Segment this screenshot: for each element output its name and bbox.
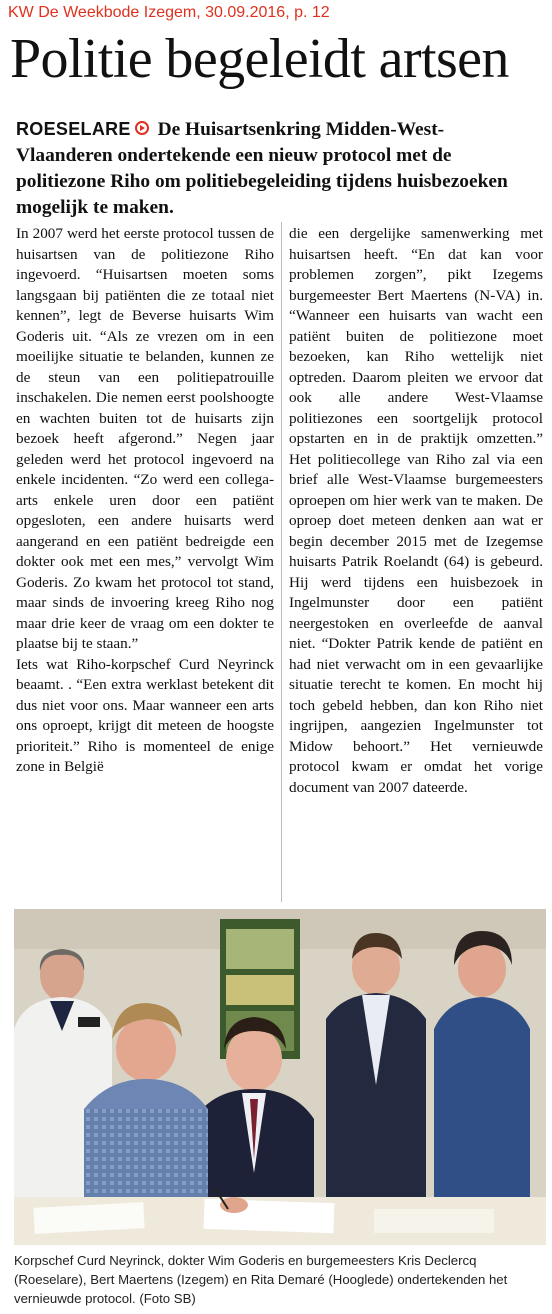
paragraph: Iets wat Riho-korpschef Curd Neyrinck beaamt. . “Een extra werklast betekent dit dus niet voor ons. Maar wanneer een arts ons oproept, krijgt dit meteen de hoogste prioriteit.” Riho is momenteel de enige zone in België xyxy=(16,655,274,775)
paragraph: die een dergelijke samenwerking met huisartsen heeft. “En dat kan voor problemen zorgen”, pikt Izegems burgemeester Bert Maertens (N-VA) in. “Wanneer een huisarts van wacht een patiënt buiten de politiezone moet bezoeken, kan Riho wettelijk niet optreden. Daarom pleiten we ervoor dat ook alle andere West-Vlaamse politiezones een soortgelijk protocol opstarten en in de praktijk omzetten.” Het politiecollege van Riho zal via een brief alle West-Vlaamse burgemeesters oproepen om hier werk van te maken. De oproep doet meteen denken aan wat er begin december 2015 met de Izegemse huisarts Patrik Roelandt (64) is gebeurd. Hij werd tijdens een huisbezoek in Ingelmunster door een patiënt neergestoken en overleefde de aanval niet. “Dokter Patrik kende de patiënt en had niet verwacht om in een gevaarlijke situatie terecht te komen. En mocht hij toch gebeld hebben, dan kon Riho niet ingrijpen, aangezien Ingelmunster tot Midow behoort.” Het vernieuwde protocol kwam er omdat het vorige document van 2007 dateerde. xyxy=(289,225,543,796)
article-photo xyxy=(14,909,546,1245)
photo-caption: Korpschef Curd Neyrinck, dokter Wim Goderis en burgemeesters Kris Declercq (Roeselare), Bert Maertens (Izegem) en Rita Demaré (Hooglede) ondertekenden het vernieuwde protocol. (Foto SB) xyxy=(14,1253,508,1306)
source-line: KW De Weekbode Izegem, 30.09.2016, p. 12 xyxy=(8,4,330,21)
dateline-arrow-icon xyxy=(135,121,149,135)
article-title: Politie begeleidt artsen xyxy=(10,28,509,90)
body-column-1 xyxy=(16,224,274,778)
column-divider xyxy=(281,222,282,902)
article-lead xyxy=(16,116,536,221)
body-column-2 xyxy=(289,224,543,798)
paragraph: In 2007 werd het eerste protocol tussen de huisartsen van de politiezone Riho ingevoerd. “Huisartsen moeten soms langsgaan bij patiënten die ze totaal niet kennen”, legt de Beverse huisarts Wim Goderis uit. “Als ze vrezen om in een moeilijke situatie te belanden, kunnen ze de steun van een politiepatrouille inschakelen. Die nemen eerst poolshoogte en wachten buiten tot de huisarts zijn bezoek heeft afgerond.” Negen jaar geleden werd het protocol ingevoerd na enkele incidenten. “Zo werd een collega-arts enkele uren door een patiënt opgesloten, een andere huisarts werd aangerand en een patiënt bedreigde een dokter ook met een mes,” vervolgt Wim Goderis. Zo kwam het protocol tot stand, maar sinds de invoering kreeg Riho nog maar drie keer de vraag om een dokter te plaatse bij te staan.” xyxy=(16,225,274,652)
lead-text: De Huisartsenkring Midden-West-Vlaanderen ondertekende een nieuw protocol met de politiezone Riho om politiebegeleiding tijdens huisbezoeken mogelijk te maken. xyxy=(16,119,508,218)
dateline-place: ROESELARE xyxy=(16,119,131,139)
